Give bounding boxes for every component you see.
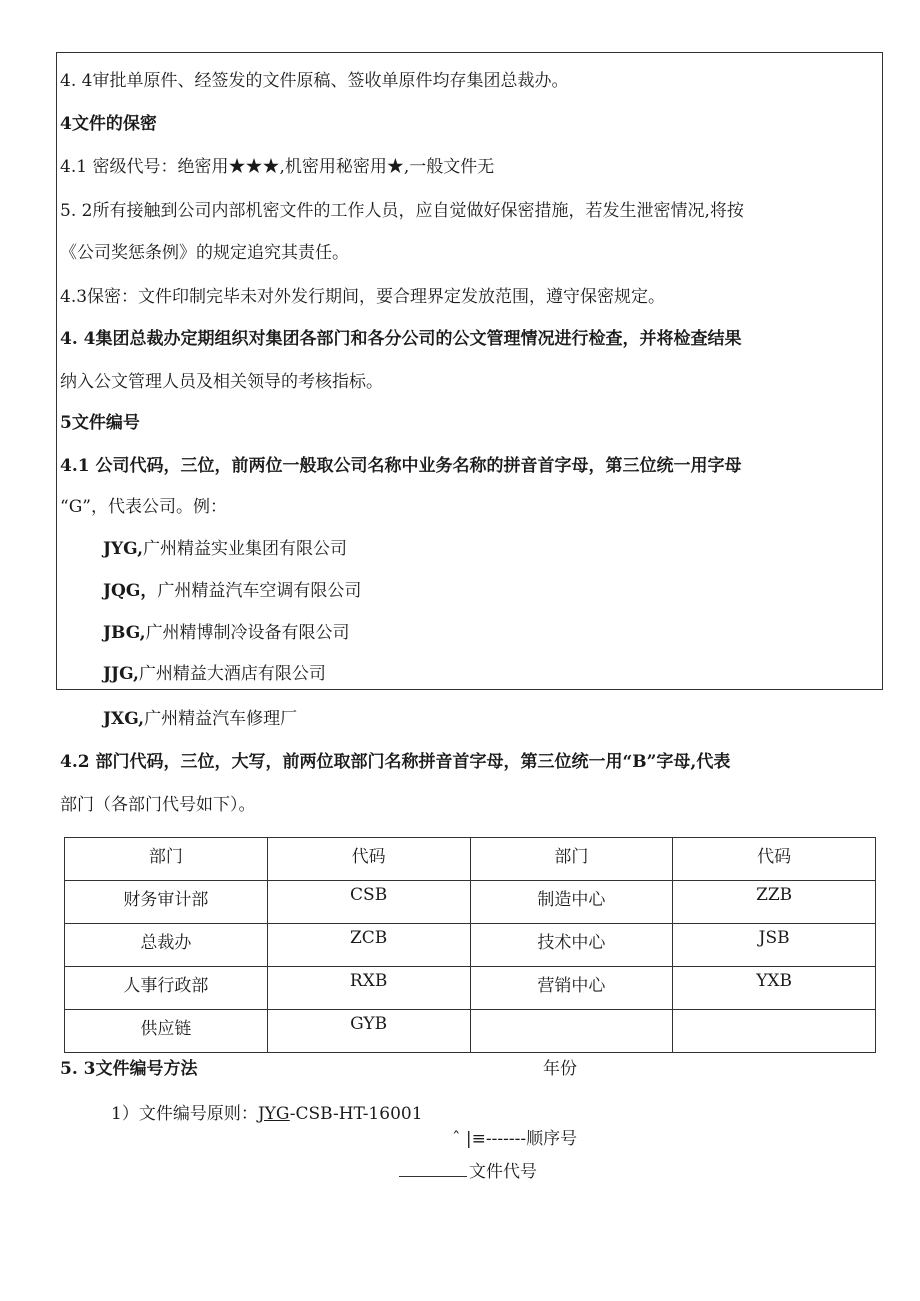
sequence-marker: ˆ | xyxy=(452,1129,472,1149)
company-code: JJG, xyxy=(103,664,139,684)
company-name: 广州精益大酒店有限公司 xyxy=(138,664,326,684)
company-item xyxy=(103,707,297,731)
text-line: 纳入公文管理人员及相关领导的考核指标。 xyxy=(60,372,383,392)
company-code: JYG, xyxy=(103,539,144,559)
table-cell: RXB xyxy=(267,967,470,1010)
header-cell: 代码 xyxy=(267,838,470,881)
section-heading: 5文件编号 xyxy=(60,413,140,433)
blank-line xyxy=(399,1162,467,1177)
text-line: 4.1 密级代号：绝密用★★★,机密用秘密用★,一般文件无 xyxy=(60,157,495,177)
section-heading: 5. 3文件编号方法 xyxy=(60,1059,198,1079)
company-name: 广州精益汽车修理厂 xyxy=(144,709,298,729)
doc-code-label: 文件代号 xyxy=(469,1162,537,1182)
company-item xyxy=(103,621,350,645)
table-cell: ZZB xyxy=(673,881,876,924)
header-cell: 部门 xyxy=(470,838,673,881)
table-row xyxy=(65,1010,876,1053)
company-item xyxy=(103,537,347,561)
text-line: 4. 4审批单原件、经签发的文件原稿、签收单原件均存集团总裁办。 xyxy=(60,71,569,91)
principle-prefix: 1）文件编号原则： xyxy=(111,1104,258,1124)
numbering-principle xyxy=(111,1102,423,1126)
table-cell: ZCB xyxy=(267,924,470,967)
table-cell: 技术中心 xyxy=(470,924,673,967)
company-code: JQG， xyxy=(103,581,158,601)
company-code: JBG, xyxy=(103,623,146,643)
sequence-label: ≡-------顺序号 xyxy=(471,1129,578,1149)
text-line: 4. 4集团总裁办定期组织对集团各部门和各分公司的公文管理情况进行检查，并将检查结果 xyxy=(60,329,742,349)
year-label: 年份 xyxy=(543,1059,577,1079)
text-line: 5. 2所有接触到公司内部机密文件的工作人员，应自觉做好保密措施，若发生泄密情况,将按 xyxy=(60,201,744,221)
text-line: “G”，代表公司。例： xyxy=(60,497,227,517)
section-heading: 4文件的保密 xyxy=(60,114,157,134)
sequence-annotation xyxy=(452,1127,577,1151)
text-line: 《公司奖惩条例》的规定追究其责任。 xyxy=(60,243,349,263)
table-cell: 供应链 xyxy=(65,1010,268,1053)
department-code-table xyxy=(64,837,876,1053)
text-line: 4.2 部门代码，三位，大写，前两位取部门名称拼音首字母，第三位统一用“B”字母,代表 xyxy=(60,752,731,772)
table-cell: 制造中心 xyxy=(470,881,673,924)
table-row xyxy=(65,924,876,967)
table-cell: 营销中心 xyxy=(470,967,673,1010)
company-code: JXG, xyxy=(103,709,145,729)
table-cell xyxy=(470,1010,673,1053)
text-line: 4.1 公司代码，三位，前两位一般取公司名称中业务名称的拼音首字母，第三位统一用字母 xyxy=(60,456,742,476)
table-cell: 人事行政部 xyxy=(65,967,268,1010)
table-cell: 总裁办 xyxy=(65,924,268,967)
principle-code-rest: -CSB-HT-16001 xyxy=(289,1104,423,1124)
table-cell: GYB xyxy=(267,1010,470,1053)
text-line: 部门（各部门代号如下）。 xyxy=(60,795,256,815)
company-name: 广州精益汽车空调有限公司 xyxy=(157,581,362,601)
company-name: 广州精益实业集团有限公司 xyxy=(143,539,348,559)
table-header-row xyxy=(65,838,876,881)
company-name: 广州精博制冷设备有限公司 xyxy=(145,623,350,643)
table-cell: 财务审计部 xyxy=(65,881,268,924)
header-cell: 代码 xyxy=(673,838,876,881)
table-cell xyxy=(673,1010,876,1053)
header-cell: 部门 xyxy=(65,838,268,881)
table-cell: YXB xyxy=(673,967,876,1010)
table-row xyxy=(65,881,876,924)
text-line: 4.3保密：文件印制完毕未对外发行期间，要合理界定发放范围，遵守保密规定。 xyxy=(60,287,666,307)
company-item xyxy=(103,662,326,686)
company-item xyxy=(103,579,361,603)
table-cell: JSB xyxy=(673,924,876,967)
doc-code-annotation xyxy=(399,1160,537,1184)
table-cell: CSB xyxy=(267,881,470,924)
table-row xyxy=(65,967,876,1010)
principle-code-company: JYG xyxy=(257,1104,290,1124)
